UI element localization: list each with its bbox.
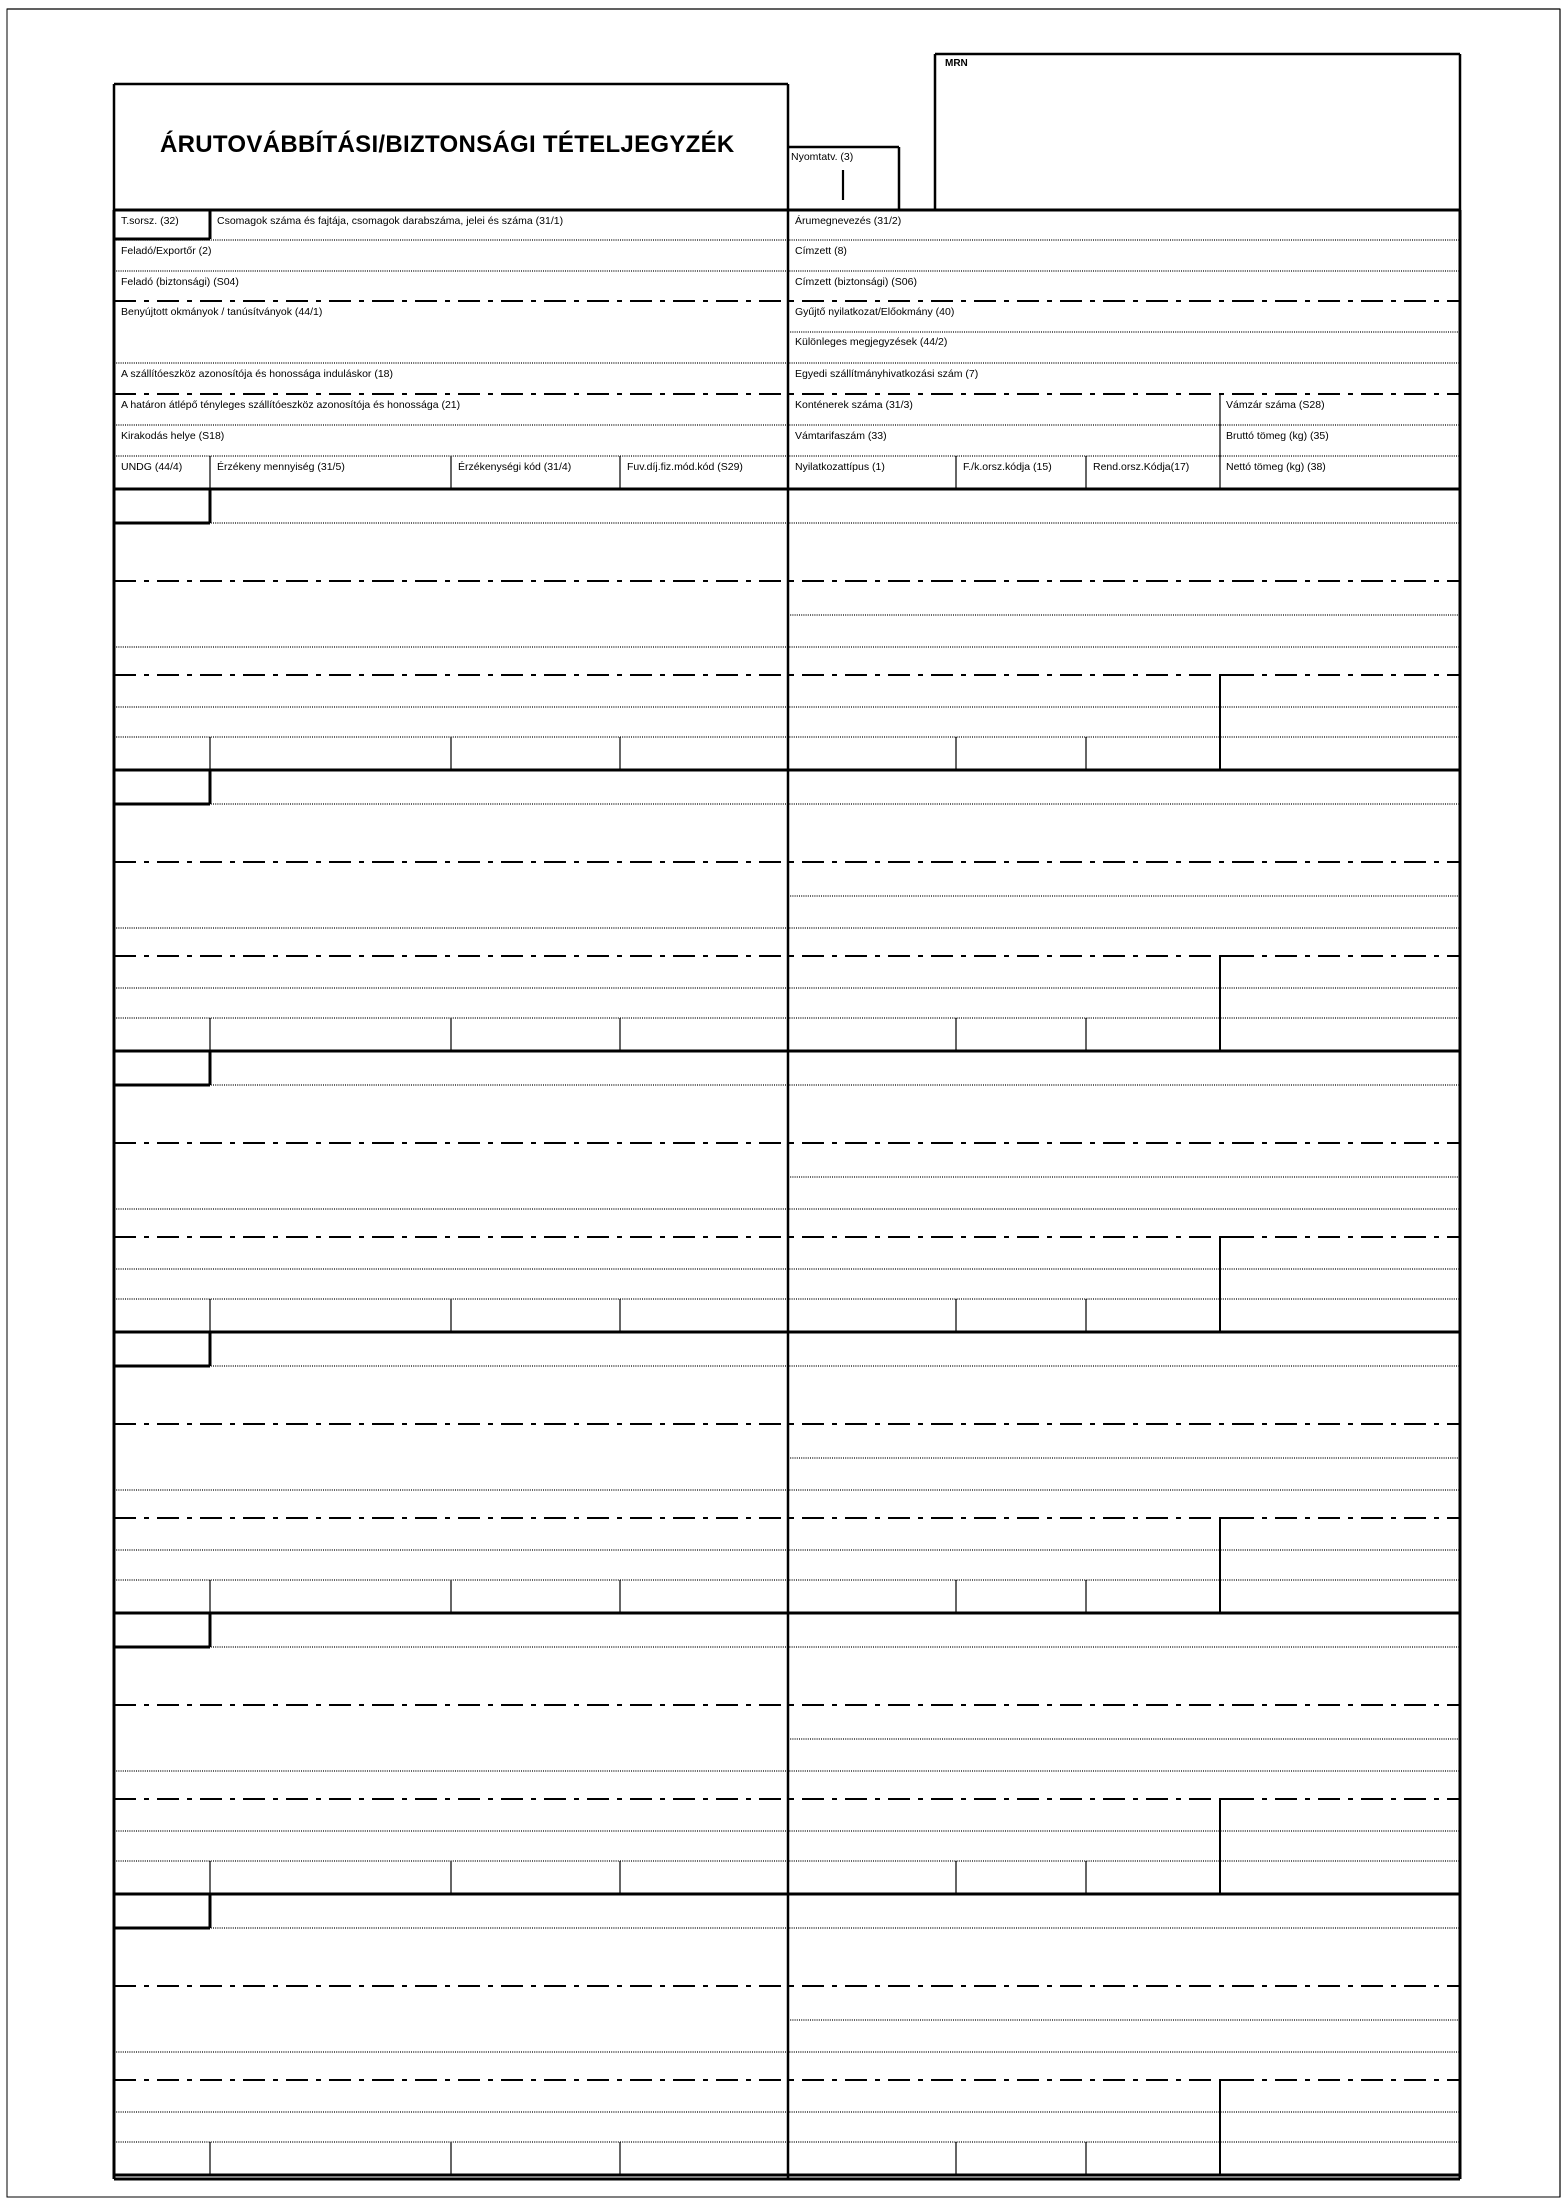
benyujtott-label: Benyújtott okmányok / tanúsítványok (44/1) [121,306,323,318]
vamtarifaszam-label: Vámtarifaszám (33) [795,430,887,442]
netto-label: Nettó tömeg (kg) (38) [1226,461,1326,473]
brutto-label: Bruttó tömeg (kg) (35) [1226,430,1329,442]
vamzar-label: Vámzár száma (S28) [1226,399,1325,411]
fuv-label: Fuv.díj.fiz.mód.kód (S29) [627,461,743,473]
undg-label: UNDG (44/4) [121,461,183,473]
cimzett-label: Címzett (8) [795,245,847,257]
kulonleges-label: Különleges megjegyzések (44/2) [795,336,948,348]
egyedi-label: Egyedi szállítmányhivatkozási szám (7) [795,368,979,380]
page-border [7,9,1560,2197]
szallitoeszkoz-indulas-label: A szállítóeszköz azonosítója és honossága induláskor (18) [121,368,393,380]
csomagok-label: Csomagok száma és fajtája, csomagok darabszáma, jelei és száma (31/1) [217,215,564,227]
arumegnevezes-label: Árumegnevezés (31/2) [795,215,902,227]
kontenerek-label: Konténerek száma (31/3) [795,399,913,411]
form-title: ÁRUTOVÁBBÍTÁSI/BIZTONSÁGI TÉTELJEGYZÉK [160,131,735,158]
erzekeny-label: Érzékeny mennyiség (31/5) [217,461,345,473]
felado-biztonsagi-label: Feladó (biztonsági) (S04) [121,276,239,288]
tsorsz-label: T.sorsz. (32) [121,215,179,227]
nyomtatv-label: Nyomtatv. (3) [791,151,854,163]
kirakodas-label: Kirakodás helye (S18) [121,430,225,442]
gyujto-label: Gyűjtő nyilatkozat/Előokmány (40) [795,306,955,318]
erzekenysegi-label: Érzékenységi kód (31/4) [458,461,572,473]
nyilatkozattipus-label: Nyilatkozattípus (1) [795,461,885,473]
mrn-label: MRN [945,58,968,69]
fk-orsz-label: F./k.orsz.kódja (15) [963,461,1052,473]
hataron-label: A határon átlépő tényleges szállítóeszköz azonosítója és honossága (21) [121,399,461,411]
felado-exportor-label: Feladó/Exportőr (2) [121,245,212,257]
rend-orsz-label: Rend.orsz.Kódja(17) [1093,461,1190,473]
cimzett-biztonsagi-label: Címzett (biztonsági) (S06) [795,276,917,288]
